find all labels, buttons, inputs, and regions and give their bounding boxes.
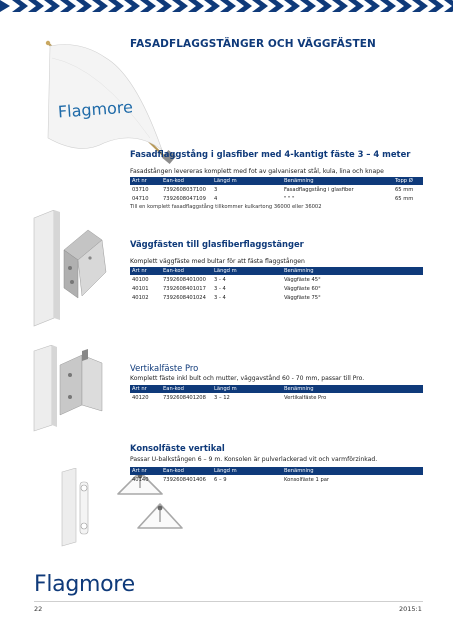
table-row <box>130 194 423 203</box>
cell-ean: 7392608037100 <box>163 187 206 193</box>
cell-name: " " " <box>284 196 295 202</box>
cell-name: Väggfäste 60° <box>284 286 321 292</box>
cell-length: 3 <box>214 187 218 193</box>
col-art: Art nr <box>132 386 147 392</box>
product-table <box>130 267 423 302</box>
table-row <box>130 185 423 194</box>
table-header <box>130 385 423 393</box>
col-length: Längd m <box>214 468 237 474</box>
cell-name: Vertikalfäste Pro <box>284 395 327 401</box>
table-row <box>130 284 423 293</box>
col-name: Benämning <box>284 386 314 392</box>
table-header <box>130 267 423 275</box>
col-art: Art nr <box>132 268 147 274</box>
cell-ean: 7392608401208 <box>163 395 206 401</box>
edition-label: 2015:1 <box>399 605 422 613</box>
cell-length: 6 – 9 <box>214 477 227 483</box>
vertical-bracket-illustration <box>30 345 125 435</box>
cell-ean: 7392608401017 <box>163 286 206 292</box>
col-top: Topp Ø <box>395 178 413 184</box>
table-header <box>130 467 423 475</box>
cell-ean: 7392608401000 <box>163 277 206 283</box>
table-row <box>130 475 423 484</box>
section-note: Till en komplett fasadflaggstång tillkommer kulkartong 36000 eller 36002 <box>130 204 322 210</box>
section-title: Fasadflaggstång i glasfiber med 4-kantigt fäste 3 – 4 meter <box>130 149 411 159</box>
cell-art: 40100 <box>132 277 149 283</box>
footer-divider <box>34 601 423 602</box>
cell-art: 40120 <box>132 395 149 401</box>
col-length: Längd m <box>214 386 237 392</box>
top-ribbon <box>0 0 453 12</box>
cell-name: Konsolfäste 1 par <box>284 477 330 483</box>
cell-length: 3 - 4 <box>214 277 226 283</box>
col-ean: Ean-kod <box>163 268 184 274</box>
cell-art: 40140 <box>132 477 149 483</box>
table-row <box>130 393 423 402</box>
cell-art: 40102 <box>132 295 149 301</box>
product-table <box>130 177 423 203</box>
cell-art: 40101 <box>132 286 149 292</box>
cell-top: 65 mm <box>395 196 414 202</box>
col-length: Längd m <box>214 178 237 184</box>
cell-name: Väggfäste 45° <box>284 277 321 283</box>
col-art: Art nr <box>132 468 147 474</box>
page-number: 22 <box>34 605 43 613</box>
section-description: Komplett fäste inkl bult och mutter, väggavstånd 60 - 70 mm, passar till Pro. <box>130 375 365 382</box>
cell-ean: 7392608047109 <box>163 196 206 202</box>
wall-bracket-illustration <box>30 210 125 330</box>
table-row <box>130 275 423 284</box>
product-table <box>130 385 423 402</box>
table-row <box>130 293 423 302</box>
col-length: Längd m <box>214 268 237 274</box>
section-description: Passar U-balkstången 6 – 9 m. Konsolen är pulverlackerad vit och varmförzinkad. <box>130 456 378 463</box>
cell-ean: 7392608401406 <box>163 477 206 483</box>
cell-length: 3 - 4 <box>214 286 226 292</box>
cell-length: 4 <box>214 196 218 202</box>
section-description: Komplett väggfäste med bultar för att fästa flaggstången <box>130 258 305 265</box>
col-name: Benämning <box>284 268 314 274</box>
cell-length: 3 - 4 <box>214 295 226 301</box>
cell-art: 04710 <box>132 196 149 202</box>
section-title: Vertikalfäste Pro <box>130 363 199 373</box>
cell-length: 3 – 12 <box>214 395 230 401</box>
brand-logo: Flagmore <box>34 572 135 597</box>
col-art: Art nr <box>132 178 147 184</box>
cell-ean: 7392608401024 <box>163 295 206 301</box>
product-table <box>130 467 423 484</box>
col-ean: Ean-kod <box>163 386 184 392</box>
col-name: Benämning <box>284 178 314 184</box>
cell-name: Fasadflaggstång i glasfiber <box>284 187 354 193</box>
table-header <box>130 177 423 185</box>
facade-flagpole-illustration <box>40 38 190 188</box>
cell-top: 65 mm <box>395 187 414 193</box>
col-name: Benämning <box>284 468 314 474</box>
section-description: Fasadstången levereras komplett med fot av galvaniserat stål, kula, lina och knape <box>130 168 384 175</box>
section-title: Väggfästen till glasfiberflaggstänger <box>130 239 304 249</box>
section-title: Konsolfäste vertikal <box>130 443 225 453</box>
cell-name: Väggfäste 75° <box>284 295 321 301</box>
col-ean: Ean-kod <box>163 468 184 474</box>
flag-logo-text: Flagmore <box>57 97 134 122</box>
cell-art: 03710 <box>132 187 149 193</box>
page-title: FASADFLAGGSTÄNGER OCH VÄGGFÄSTEN <box>130 38 376 50</box>
col-ean: Ean-kod <box>163 178 184 184</box>
